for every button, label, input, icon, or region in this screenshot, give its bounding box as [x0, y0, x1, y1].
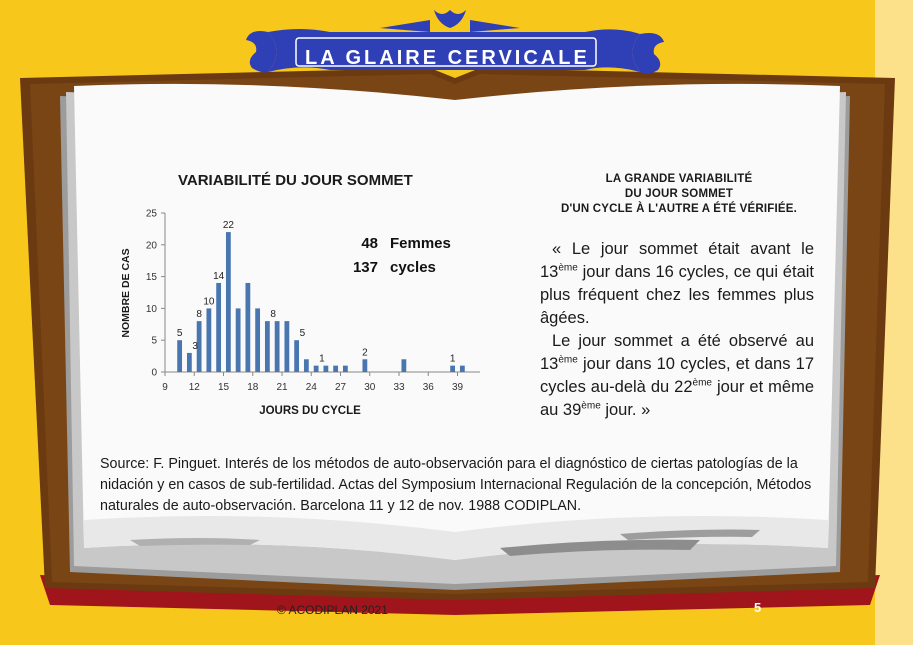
quote-paragraph-2: [540, 330, 814, 422]
data-label: 3: [192, 340, 198, 352]
y-tick-label: 15: [145, 272, 157, 284]
bar: [304, 359, 309, 372]
bar: [265, 321, 270, 372]
legend-women-value: 48: [361, 235, 378, 252]
quote-p1-sup: ème: [558, 262, 578, 274]
bar: [401, 359, 406, 372]
bar: [245, 283, 250, 372]
data-label: 14: [213, 270, 225, 282]
page-number: 5: [754, 600, 762, 615]
x-tick-label: 12: [188, 382, 200, 393]
bar: [314, 366, 319, 372]
heading-line-3: D'UN CYCLE À L'AUTRE A ÉTÉ VÉRIFIÉE.: [560, 203, 798, 215]
bar: [460, 366, 465, 372]
x-tick-label: 33: [393, 382, 405, 393]
heading-line-1: LA GRANDE VARIABILITÉ: [605, 173, 753, 185]
bar: [226, 232, 231, 372]
data-label: 22: [222, 220, 234, 232]
bar: [255, 308, 260, 372]
chart-title: VARIABILITÉ DU JOUR SOMMET: [178, 172, 413, 189]
banner-title: LA GLAIRE CERVICALE: [305, 47, 590, 69]
bar: [206, 308, 211, 372]
data-label: 5: [299, 328, 306, 340]
y-tick-label: 0: [151, 367, 157, 379]
x-tick-label: 39: [451, 382, 464, 393]
legend-women: [330, 232, 451, 256]
quote-p2-sup2: ème: [692, 377, 712, 389]
data-label: 1: [319, 353, 325, 365]
data-label: 1: [449, 353, 456, 365]
quote-p2-c: jour et même au 39: [540, 378, 814, 419]
data-label: 10: [203, 296, 215, 308]
bar: [450, 366, 455, 372]
copyright: © ACODIPLAN 2021: [277, 603, 388, 617]
legend-women-label: Femmes: [390, 235, 451, 252]
quote-p1-b: jour dans 16 cycles, ce qui était plus fréquent chez les femmes plus âgées.: [540, 263, 814, 327]
y-tick-label: 20: [145, 240, 157, 252]
legend-cycles-value: 137: [352, 259, 378, 276]
right-heading: [540, 172, 818, 217]
bar: [343, 366, 348, 372]
x-axis-label: JOURS DU CYCLE: [259, 405, 361, 417]
x-tick-label: 21: [276, 382, 288, 393]
y-tick-label: 25: [145, 208, 157, 220]
data-label: 5: [176, 328, 183, 340]
x-tick-label: 15: [217, 382, 230, 393]
bar: [362, 359, 367, 372]
y-tick-label: 10: [145, 303, 157, 315]
data-label: 8: [270, 309, 276, 321]
chart-legend: [330, 232, 451, 280]
quote-p2-b: jour dans 10 cycles, et dans 17 cycles au-delà du 22: [540, 355, 814, 396]
bar: [275, 321, 280, 372]
bar: [177, 340, 182, 372]
quote-text: [540, 238, 814, 422]
quote-p2-a: Le jour sommet a été observé au 13: [540, 332, 814, 373]
bar: [187, 353, 192, 372]
quote-p2-d: jour. »: [600, 401, 651, 419]
x-tick-label: 36: [422, 382, 434, 393]
bar: [323, 366, 328, 372]
quote-p2-sup3: ème: [581, 400, 601, 412]
legend-cycles: [330, 256, 451, 280]
data-label: 8: [196, 309, 202, 321]
data-label: 2: [362, 347, 368, 359]
x-tick-label: 27: [334, 382, 347, 393]
legend-cycles-label: cycles: [390, 259, 436, 276]
quote-p2-sup1: ème: [558, 354, 578, 366]
x-tick-label: 9: [162, 382, 168, 393]
bar: [284, 321, 289, 372]
x-tick-label: 24: [305, 382, 317, 393]
quote-p1-a: « Le jour sommet était avant le 13: [540, 240, 814, 281]
bar: [333, 366, 338, 372]
quote-paragraph-1: [540, 238, 814, 330]
y-tick-label: 5: [151, 335, 157, 347]
x-tick-label: 18: [247, 382, 259, 393]
bar: [216, 283, 221, 372]
bar: [236, 308, 241, 372]
bar: [294, 340, 299, 372]
y-axis-label: NOMBRE DE CAS: [120, 248, 132, 338]
source-citation: Source: F. Pinguet. Interés de los métodos de auto-observación para el diagnóstico de ciertas patologías de la nidación y en casos de sub-fertilidad. Actas del Symposium Internacional Regulación de la concepción, Métodos naturales de auto-observación. Barcelona 11 y 12 de nov. 1988 CODIPLAN.: [100, 456, 812, 514]
x-tick-label: 30: [364, 382, 376, 393]
heading-line-2: DU JOUR SOMMET: [624, 188, 734, 200]
